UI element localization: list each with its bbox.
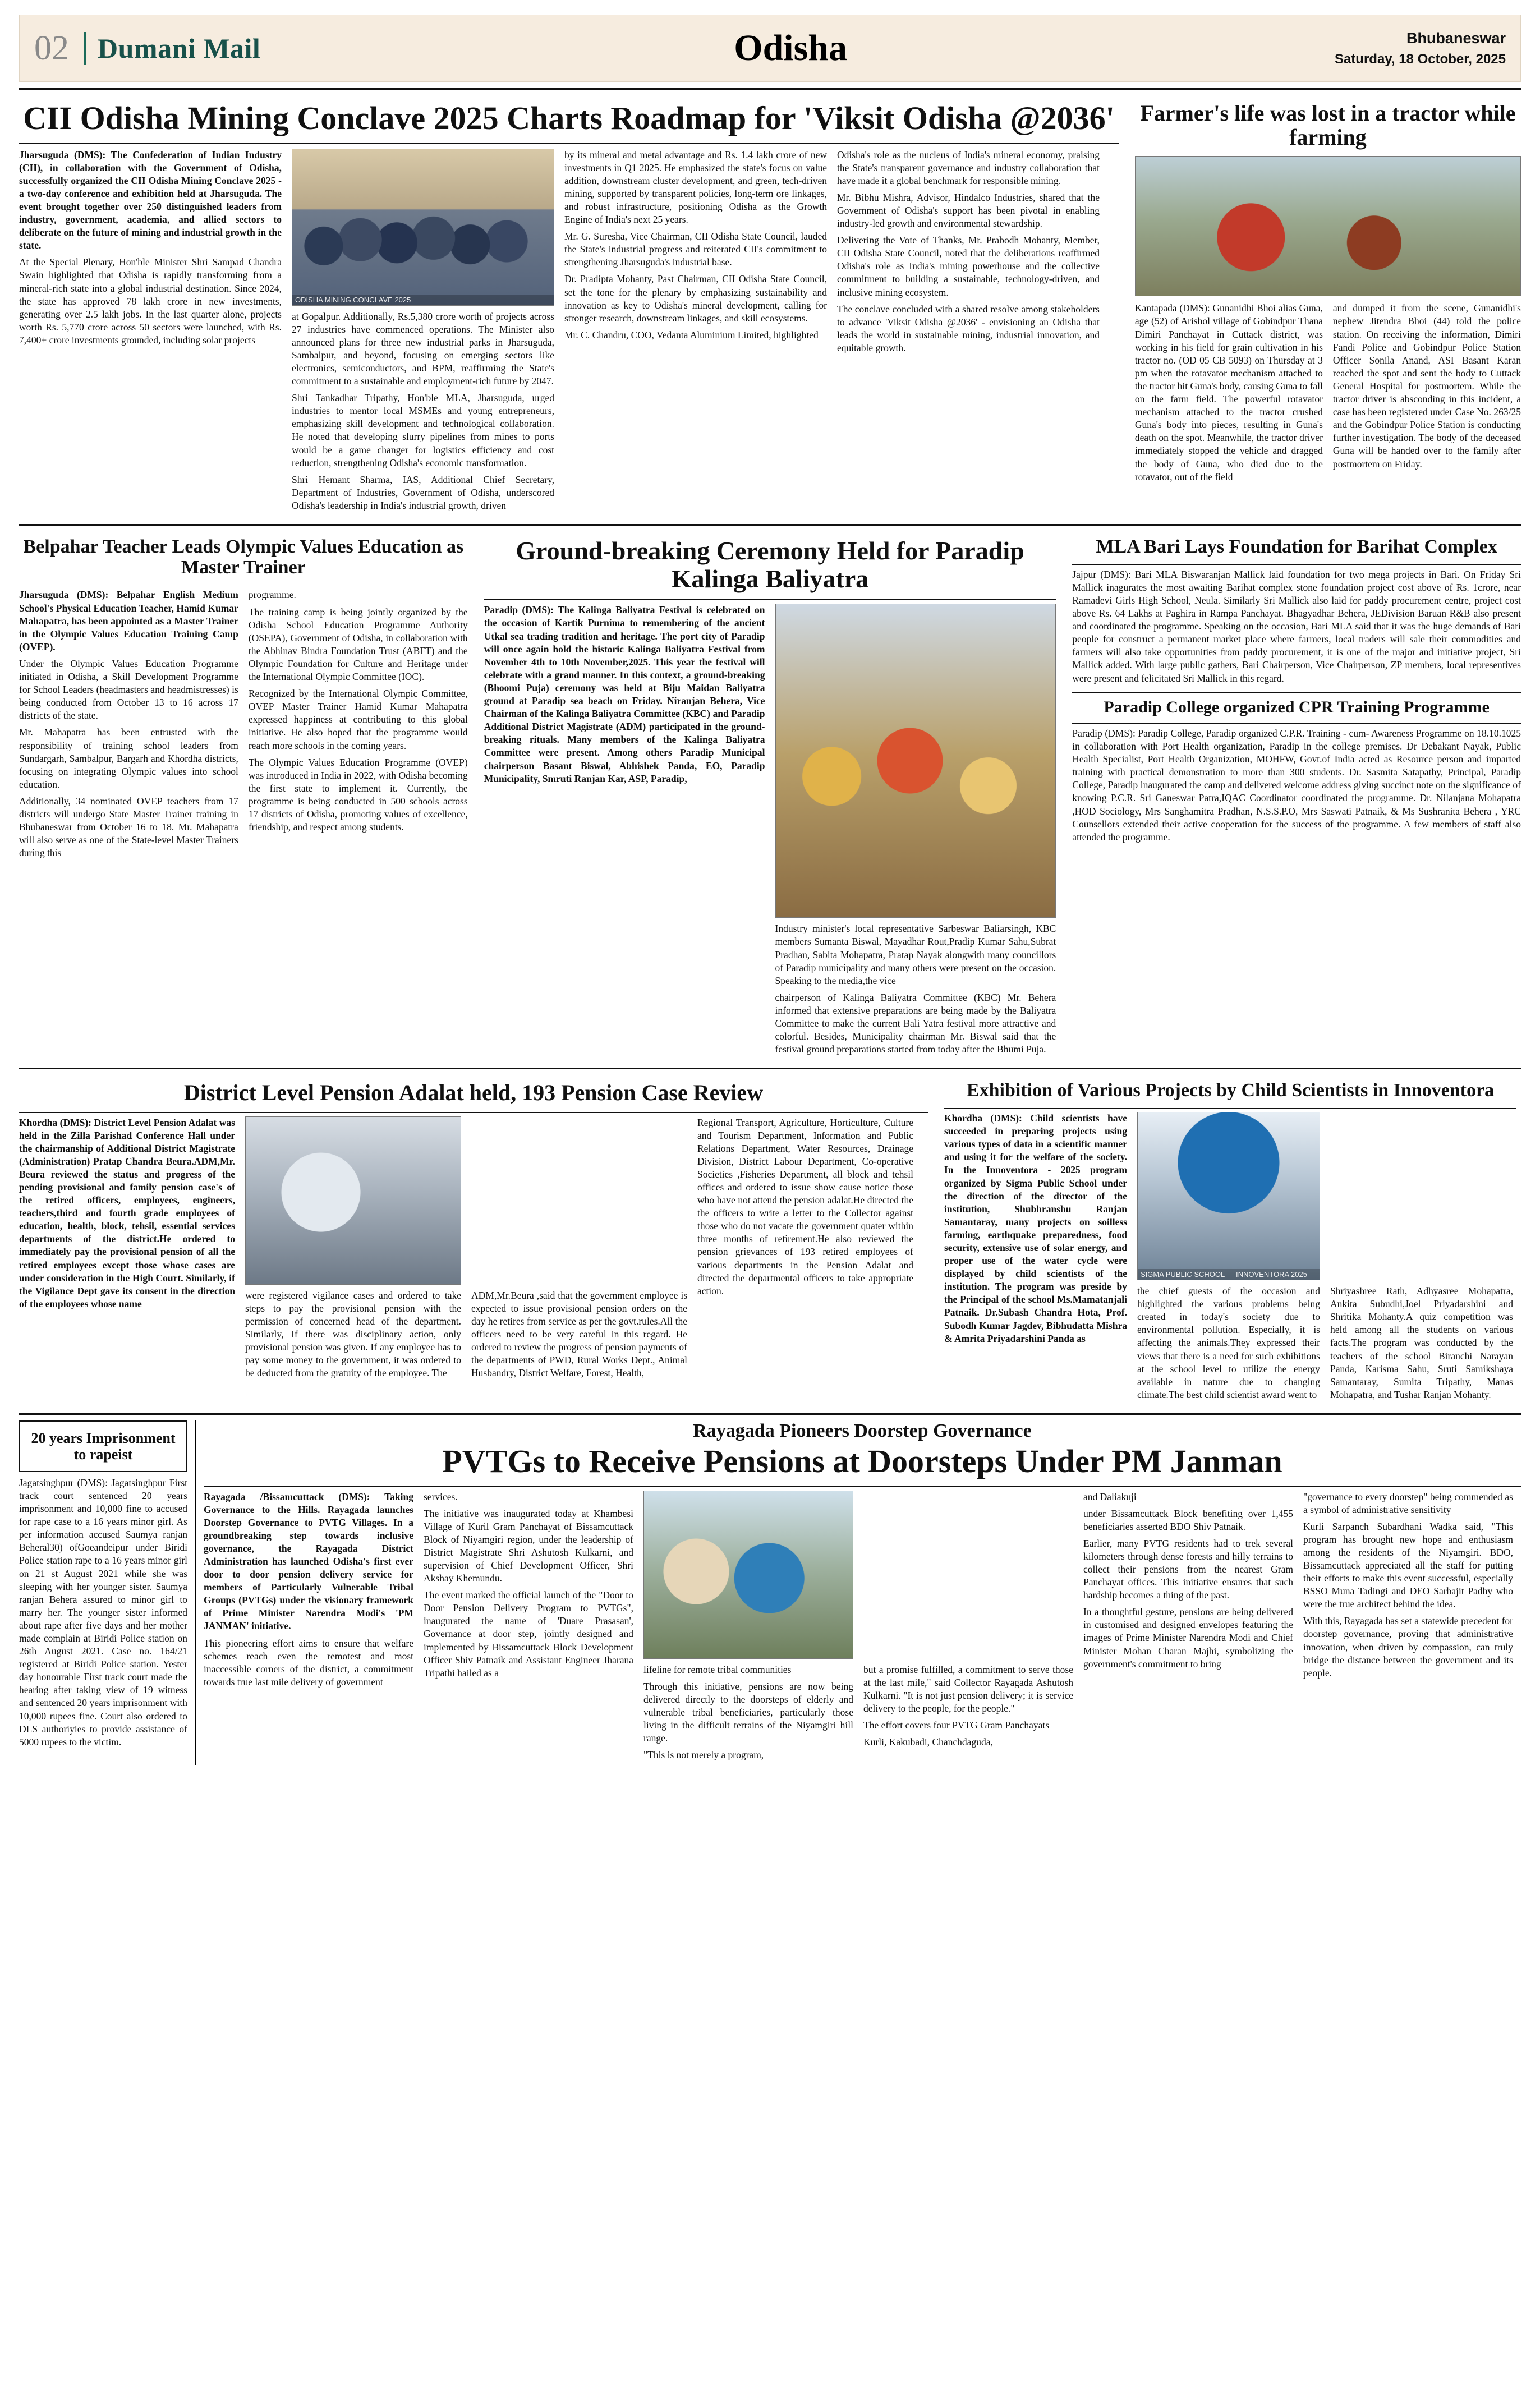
paradip-para: Paradip (DMS): The Kalinga Baliyatra Festival is celebrated on the occasion of Kartik Purnima to remembering of the ancient Utkal sea trading tradition and heritage. The port city of Paradip will once again hold the historic Kalinga Baliyatra Festival from November 4th to 10th November,2025. This year the festival will celebrate with a grand manner. In this context, a ground-breaking (Bhoomi Puja) ceremony was held at Biju Maidan Baliyatra ground at Paradip sea beach on Friday. Niranjan Behera, Vice Chairman of the Kalinga Baliyatra Committee (KBC) and Paradip Additional District Magistrate (ADM) participated in the ground-breaking rituals. Many members of the Kalinga Baliyatra Committee were present. Among others Paradip Municipal chairperson Basant Biswal, Abhishek Panda, EO, Paradip Municipality, Smruti Ranjan Kar, ASP, Paradip, <box>484 604 765 784</box>
lead-para: Mr. C. Chandru, COO, Vedanta Aluminium Limited, highlighted <box>564 329 819 341</box>
pension-photo <box>245 1116 461 1285</box>
janman-para: Earlier, many PVTG residents had to trek several kilometers through dense forests and hilly terrains to collect their pensions from the nearest Gram Panchayat offices. This initiative ensures that such hardship becomes a thing of the past. <box>1083 1537 1293 1601</box>
innoventora-story <box>944 1075 1516 1405</box>
belpahar-para: Under the Olympic Values Education Programme initiated in Odisha, a Skill Development Programme for School Leaders (headmasters and headmistresses) is being conducted from October 13 to 16 across 17 districts of the state. <box>19 658 238 721</box>
janman-para: With this, Rayagada has set a statewide precedent for doorstep governance, proving that administrative innovation, when driven by compassion, can truly bridge the distance between the government and its people. <box>1303 1615 1513 1679</box>
innoventora-para: the chief guests of the occasion and highlighted the various problems being created in today's society due to environmental pollution. Especially, it is affecting the animals.They expressed their views that there is a need for such exhibitions at the school level to utilize the energy available in nature due to changing climate.The best child scientist award went to <box>1137 1285 1320 1400</box>
tractor-para: Kantapada (DMS): Gunanidhi Bhoi alias Guna, age (52) of Arishol village of Gobindpur Thana Dimiri Panchayat in Cuttack district, was working in his field for grain cultivation in his tractor no. (OD 05 CB 5093) on Thursday at 3 pm when the rotavator mechanism attached to the tractor hit Guna's body, causing Guna to fall on the farm field. The powerful rotavator mechanism attached to the tractor crushed Guna's body into pieces, resulting in Guna's death on the spot. Meanwhile, the tractor driver immediately stopped the vehicle and dragged the body of Guna, who died due to the rotavator, out of the field <box>1134 302 1323 482</box>
top-section <box>19 95 1521 516</box>
masthead-date: Saturday, 18 October, 2025 <box>1334 52 1506 67</box>
lead-col-3 <box>564 149 827 516</box>
masthead-center-title: Odisha <box>734 27 848 68</box>
lead-col-4 <box>837 149 1100 516</box>
masthead-city: Bhubaneswar <box>1406 29 1506 47</box>
janman-para: This pioneering effort aims to ensure that welfare schemes reach even the remotest and most inaccessible corners of the district, a commitment towards true last mile delivery of government <box>204 1637 413 1688</box>
lead-para: Jharsuguda (DMS): The Confederation of Indian Industry (CII), in collaboration with the Government of Odisha, successfully organized the CII Odisha Mining Conclave 2025 - a two-day conference and exhibition held at Jharsuguda. The event brought together over 250 distinguished leaders from industry, government, academia, and allied sectors to deliberate on the future of mining and industrial growth in the state. <box>19 149 282 251</box>
lead-para: Delivering the Vote of Thanks, Mr. Prabodh Mohanty, Member, CII Odisha State Council, noted that the deliberations reaffirmed Odisha's role as India's mining powerhouse and the collective commitment to building a sustainable, technology-driven, and inclusive mining ecosystem. <box>837 235 1100 298</box>
belpahar-para: Mr. Mahapatra has been entrusted with the responsibility of training school leaders from Sundargarh, Sambalpur, Bargarh and Khordha districts, focusing on integrating Olympic values into school education. <box>19 727 238 790</box>
rapist-brief <box>19 1420 187 1765</box>
pension-para: ADM,Mr.Beura ,said that the government employee is expected to issue provisional pension orders on the day he retires from service as per the govt.rules.All the officers need to be very careful in this regard. He ordered to review the progress of pension payments of the departments of PWD, Rural Works Dept., Animal Husbandry, District Welfare, Forest, Health, <box>471 1289 687 1379</box>
tractor-para: and dumped it from the scene, Gunanidhi's nephew Jitendra Bhoi (44) told the police station. On receiving the information, Dimiri Fandi Police and Gobindpur Police Station Officer Sonila Anand, ASI Basant Karan reached the spot and sent the body to Cuttack General Hospital for postmortem. While the tractor driver is absconding in this incident, a case has been registered under Case No. 263/25 and the Gobindpur Police Station is conducting further investigation. The body of the deceased Guna will be handed over to the family after postmortem on Friday. <box>1332 302 1521 470</box>
third-section <box>19 1075 1521 1405</box>
rapist-para: Jagatsinghpur (DMS): Jagatsinghpur First track court sentenced 20 years imprisonment and 10,000 fine to accused for rape case to a 16 years minor girl. As per information accused Saumya ranjan Beheral30) ofGoeandeipur under Biridi Police station rape to a 16 years minor girl on 21 st August 2021 while she was sleeping with her younger sister. Saumya ranjan Behera assured to minor girl to marry her. The younger sister informed about rape after five days and her mother made complain at Biridi Police station on 26th August 2021. Case no. 164/21 registered at Biridi Police station. Yester day honourable First track court made the hearing after taking view of 19 witness and sentenced 20 years imprisonment with 10,000 rupees fine. Court also ordered to DLS authoriyies to provide assistance of 5000 rupees to the victim. <box>19 1477 187 1748</box>
janman-photo <box>643 1491 853 1659</box>
belpahar-para: The training camp is being jointly organized by the Odisha School Education Programme Authority (OSEPA), Government of Odisha, in collaboration with the Abhinav Bindra Foundation Trust (ABFT) and the Olympic Foundation for Culture and Heritage under the International Olympic Committee (IOC). <box>248 606 468 683</box>
right-column-stack <box>1072 531 1521 1060</box>
lead-story <box>19 95 1119 516</box>
janman-para: services. <box>424 1491 458 1502</box>
belpahar-para: The Olympic Values Education Programme (OVEP) was introduced in India in 2022, with Odisha becoming the first state to implement it. Currently, the programme is being conducted in 500 schools across 17 districts of Odisha, promoting values of excellence, friendship, and respect among students. <box>248 756 468 833</box>
innoventora-para: Shriyashree Rath, Adhyasree Mohapatra, Ankita Subudhi,Joel Priyadarshini and Shritika Mohanty.A quiz competition was held among all the students on various facts.The program was conducted by the teachers of the school Biranchi Narayan Panda, Karisma Sahu, Sruti Samikshaya Samantaray, Sumita Tripathy, Manas Mohapatra, and Tushar Ranjan Mohanty. <box>1330 1285 1513 1400</box>
mla-story <box>1072 537 1521 685</box>
lead-para: Dr. Pradipta Mohanty, Past Chairman, CII Odisha State Council, set the tone for the plenary by emphasizing sustainability and innovation as key to Odisha's mineral development, calling for stronger research, downstream linkages, and skill ecosystems. <box>564 273 827 324</box>
lead-photo-caption: ODISHA MINING CONCLAVE 2025 <box>292 295 554 305</box>
paper-name: Dumani Mail <box>84 32 260 65</box>
innoventora-photo-caption: SIGMA PUBLIC SCHOOL — INNOVENTORA 2025 <box>1138 1269 1320 1280</box>
lead-para: The conclave concluded with a shared resolve among stakeholders to advance 'Viksit Odisha @2036' - envisioning an Odisha that leads the world in sustainable mining, industrial innovation, and equitable growth. <box>837 303 1100 353</box>
belpahar-headline: Belpahar Teacher Leads Olympic Values Education as Master Trainer <box>23 536 464 578</box>
janman-headline: PVTGs to Receive Pensions at Doorsteps Under PM Janman <box>442 1442 1282 1479</box>
janman-para: Kurli Sarpanch Subardhani Wadka said, "This program has brought new hope and enthusiasm among the residents of the Niyamgiri. BDO, Bissamcuttack appreciated all the staff for putting their efforts to make this event successful, especially BSSO Muna Tadingi and DEO Sarbajit Padhy who were the true architect behind the idea. <box>1303 1520 1513 1610</box>
paradip-para: chairperson of Kalinga Baliyatra Committee (KBC) Mr. Behera informed that extensive preparations are being made by the Baliyatra Committee to make the current Bali Yatra festival more attractive and colorful. Besides, Municipality chairman Mr. Biswal said that the festival ground preparations started from today after the Bhumi Puja. <box>775 991 1056 1055</box>
paradip-headline: Ground-breaking Ceremony Held for Paradip Kalinga Baliyatra <box>516 536 1024 593</box>
cpr-story <box>1072 698 1521 844</box>
janman-para: The event marked the official launch of the "Door to Door Pension Delivery Program to PVTGs", inaugurated the name of 'Duare Prasasan', Governance at door step, jointly designed and implemented by Bissamcuttack Block Development Officer Shiv Patnaik and Assistant Engineer Jharana Tripathi hailed as a <box>424 1589 633 1679</box>
lead-para: Odisha's role as the nucleus of India's mineral economy, praising the State's transparent governance and industry collaboration that have made it a global benchmark for responsible mining. <box>837 149 1100 186</box>
tractor-story <box>1135 95 1521 516</box>
tractor-photo <box>1135 156 1521 296</box>
second-section <box>19 531 1521 1060</box>
masthead <box>19 15 1521 82</box>
janman-para: Kurli, Kakubadi, Chanchdaguda, <box>863 1736 993 1748</box>
mla-para: Jajpur (DMS): Bari MLA Biswaranjan Mallick laid foundation for two mega projects in Bari. On Friday Sri Mallick inagurates the most awaiting Barihat complex stone foundation project cost above of Rs. 1crore, near Ramadevi Girls High School, Neula. Similarly Sri Mallick also laid for paddy procurement centre, project cost above Rs. 64 Lakhs at Paghira in Rampa Panchayat. Bhagyadhar Behera, JEDivision Baruan R&B also present and coordinated the programme. Speaking on the occasion, Bari MLA said that it was the huge demands of Bari people for construct a permanent market place where farmers, local traders will sale their commodities and farmers will also take opportunities from paddy procurement, it is one of the major and initiative project, Sri Mallick added. With large public gathers, Bari Chairperson, Vice Chairperson, ZP members, local representives were present and felicitated Sri Mallick in this regard. <box>1072 568 1521 684</box>
paradip-baliyatra-story <box>484 531 1056 1060</box>
lead-para: At the Special Plenary, Hon'ble Minister Shri Sampad Chandra Swain highlighted that Odisha is rapidly transforming from a mineral-rich state into a global industrial destination. Since 2024, the state has approved 78 lakh crore in new investments, generating over 2.5 lakh jobs. In the last quarter alone, projects worth Rs. 5,770 crore across 50 sectors were launched, with Rs. 7,400+ crore investments grounded, including solar projects <box>19 256 282 346</box>
belpahar-para: Additionally, 34 nominated OVEP teachers from 17 districts will undergo State Master Trainer training in Bhubaneswar from October 16 to 18. Mr. Mahapatra will also serve as one of the State-level Master Trainers during this <box>19 795 238 859</box>
janman-para: and Daliakuji <box>1083 1491 1137 1502</box>
innoventora-photo <box>1137 1112 1320 1280</box>
baliyatra-photo <box>775 604 1056 918</box>
pension-para: were registered vigilance cases and ordered to take steps to pay the provisional pension with the permission of concerned head of the department. Similarly, If there was disciplinary action, only provisional pension was given. If any employee has to pay some money to the government, it was ordered to be deducted from the gratuity of the employee. The <box>245 1289 461 1379</box>
lead-para: at Gopalpur. Additionally, Rs.5,380 crore worth of projects across 27 industries have commenced operations. The Minister also announced plans for three new industrial parks in Jharsuguda, Sambalpur, and beyond, focusing on emerging sectors like electronics, semiconductors, and BPM, reaffirming the State's commitment to a sustainable and employment-rich future by 2047. <box>292 310 554 387</box>
bottom-section <box>19 1420 1521 1765</box>
cpr-headline: Paradip College organized CPR Training Programme <box>1104 697 1490 716</box>
janman-para: "governance to every doorstep" being commended as a symbol of administrative sensitivity <box>1303 1491 1513 1515</box>
belpahar-para: Jharsuguda (DMS): Belpahar English Medium School's Physical Education Teacher, Hamid Kumar Mahapatra, has been appointed as a Master Trainer in the Olympic Values Education Training Camp (OVEP). <box>19 589 238 652</box>
janman-para: under Bissamcuttack Block benefiting over 1,455 beneficiaries asserted BDO Shiv Patnaik. <box>1083 1507 1293 1532</box>
pension-para: Regional Transport, Agriculture, Horticulture, Culture and Tourism Department, Information and Public Relations Department, Water Resources, Drainage Division, District Labour Department, Co-operative Societies ,Fisheries Department, all block and tehsil offices and ordered to issue show cause notice those who have not attend the pension adalat.He directed the the officers to write a letter to the Collector against those who do not vacate the government quater within three months of retirement.He also reviewed the pension grievances of 193 retired employees of various departments in the Pension Adalat and directed the departmental officers to take appropriate action. <box>697 1116 913 1296</box>
pension-adalat-story <box>19 1075 928 1405</box>
tractor-headline: Farmer's life was lost in a tractor while farming <box>1140 100 1516 150</box>
lead-para: by its mineral and metal advantage and Rs. 1.4 lakh crore of new investments in Q1 2025. He emphasized the state's focus on value addition, downstream cluster development, and green, tech-driven mining, supported by transparent policies, long-term ore linkages, and robust infrastructure, positioning Odisha as the Growth Engine of India's next 25 years. <box>564 149 827 226</box>
lead-para: Shri Hemant Sharma, IAS, Additional Chief Secretary, Department of Industries, Government of Odisha, underscored Odisha's leadership in India's industrial growth, driven <box>292 473 554 511</box>
janman-para: "This is not merely a program, <box>643 1749 764 1761</box>
mla-headline: MLA Bari Lays Foundation for Barihat Complex <box>1096 536 1497 558</box>
lead-para: Shri Tankadhar Tripathy, Hon'ble MLA, Jharsuguda, urged industries to mentor local MSMEs and young entrepreneurs, emphasizing skill development and technological collaboration. He noted that developing slurry pipelines from mines to ports would be a game changer for logistics efficiency and cost reduction, strengthening Odisha's economic transformation. <box>292 392 554 468</box>
janman-para: but a promise fulfilled, a commitment to serve those at the last mile," said Collector Rayagada Ashutosh Kulkarni. "It is not just pension delivery; it is service delivery to the people, for the people." <box>863 1663 1073 1714</box>
lead-photo <box>292 149 554 306</box>
rapist-headline: 20 years Imprisonment to rapeist <box>31 1429 176 1463</box>
belpahar-para: Recognized by the International Olympic Committee, OVEP Master Trainer Hamid Kumar Mahapatra expressed happiness at contributing to this global initiative. He also hoped that the programme would reach more schools in the coming years. <box>248 688 468 751</box>
lead-col-2 <box>292 149 554 516</box>
belpahar-para: programme. <box>248 589 296 601</box>
janman-para: The effort covers four PVTG Gram Panchayats <box>863 1719 1050 1731</box>
lead-para: Mr. Bibhu Mishra, Advisor, Hindalco Industries, shared that the Government of Odisha's support has been pivotal in enabling industry-led growth and environmental stewardship. <box>837 191 1100 229</box>
lead-headline: CII Odisha Mining Conclave 2025 Charts Roadmap for 'Viksit Odisha @2036' <box>23 100 1115 136</box>
janman-para: In a thoughtful gesture, pensions are being delivered in customised and designed envelopes featuring the images of Prime Minister Narendra Modi and Chief Minister Mohan Charan Majhi, symbolizing the government's commitment to bring <box>1083 1606 1293 1670</box>
masthead-dateline <box>1321 27 1506 70</box>
lead-col-1 <box>19 149 282 516</box>
innoventora-headline: Exhibition of Various Projects by Child Scientists in Innoventora <box>966 1080 1495 1101</box>
janman-story <box>204 1420 1521 1765</box>
paradip-para: Industry minister's local representative Sarbeswar Baliarsingh, KBC members Sumanta Biswal, Mayadhar Rout,Pradip Kumar Sahu,Subrat Pradhan, Sabita Mohapatra, Pratap Nayak alongwith many councillors of Paradip municipality and many others were present on the occasion. Speaking to the media,the vice <box>775 923 1056 986</box>
janman-para: The initiative was inaugurated today at Khambesi Village of Kuril Gram Panchayat of Bissamcuttack Block of Niyamgiri region, under the leadership of District Magistrate Shri Ashutosh Kulkarni, and supervision of Chief Development Officer, Shri Akshay Khemundu. <box>424 1507 633 1584</box>
pension-para: Khordha (DMS): District Level Pension Adalat was held in the Zilla Parishad Conference Hall under the chairmanship of Additional District Magistrate (Administration) Pratap Chandra Beura.ADM,Mr. Beura reviewed the status and progress of the pending provisional and family pension case's of the retired officers, employees, engineers, teachers,third and fourth grade employees of education, health, block, tehsil, essential services departments of the district.He ordered to immediately pay the provisional pension of all the retired employees except those whose cases are under consideration in the High Court. Similarly, if the Vigilance Dept gave its consent in the direction of the employees whose name <box>19 1116 235 1309</box>
janman-para: lifeline for remote tribal communities <box>643 1663 792 1675</box>
lead-para: Mr. G. Suresha, Vice Chairman, CII Odisha State Council, lauded the State's industrial progress and reiterated CII's commitment to strengthening Jharsuguda's industrial base. <box>564 231 827 268</box>
janman-para: Rayagada /Bissamcuttack (DMS): Taking Governance to the Hills. Rayagada launches Doorstep Governance to PVTG Villages. In a groundbreaking step towards inclusive governance, the Rayagada District Administration has launched Odisha's first ever door to door pension delivery service for members of Particularly Vulnerable Tribal Groups (PVTGs) under the visionary framework of Prime Minister Narendra Modi's 'PM JANMAN' initiative. <box>204 1491 413 1632</box>
pension-headline: District Level Pension Adalat held, 193 Pension Case Review <box>183 1080 764 1106</box>
page-number: 02 <box>34 29 69 67</box>
janman-band-title: Rayagada Pioneers Doorstep Governance <box>693 1420 1032 1441</box>
belpahar-story <box>19 531 468 1060</box>
janman-para: Through this initiative, pensions are now being delivered directly to the doorsteps of elderly and vulnerable tribal beneficiaries, particularly those living in the difficult terrains of the Niyamgiri hill range. <box>643 1680 853 1744</box>
innoventora-para: Khordha (DMS): Child scientists have succeeded in preparing projects using various types of data in a scientific manner and using it for the welfare of the society. In the Innoventora - 2025 program organized by Sigma Public School under the direction of the director of the institution, Shubhranshu Ranjan Samantaray, many projects on soilless farming, earthquake preparedness, food security, extensive use of solar energy, and proper use of the water cycle were displayed by child scientists of the institution. The program was preside by the Principal of the school Ms.Mamatanjali Patnaik. Dr.Subash Chandra Hota, Prof. Subodh Kumar Jagdev, Bibhudatta Mishra & Amrita Priyadarshini Panda as <box>944 1112 1127 1344</box>
cpr-para: Paradip (DMS): Paradip College, Paradip organized C.P.R. Training - cum- Awareness Programme on 18.10.1025 in collaboration with Port Health organization, Paradip in the college premises. Dr Debakant Nayak, Public Health Specialist, Port Health Organization, MOHFW, Govt.of India acted as Resource person and imparted training with practical demonstration to more than 300 students. Dr. Sasmita Satapathy, Principal, Paradip College, Paradip inaugurated the camp and delivered welcome address giving succinct note on the significance of knowing P.C.R. Sri Ganeswar Patra,IQAC Coordinator coordinated the programme. Dr. Nilanjana Mohapatra ,HOD Sociology, Mrs Sanghamitra Pradhan, N.S.S.P.O, Mrs Saswati Patnaik, & Ms Sushranita Behera , YRC Counsellors extended their active cooperation for the success of the programme. A few members of staff also attended the programme. <box>1072 727 1521 843</box>
